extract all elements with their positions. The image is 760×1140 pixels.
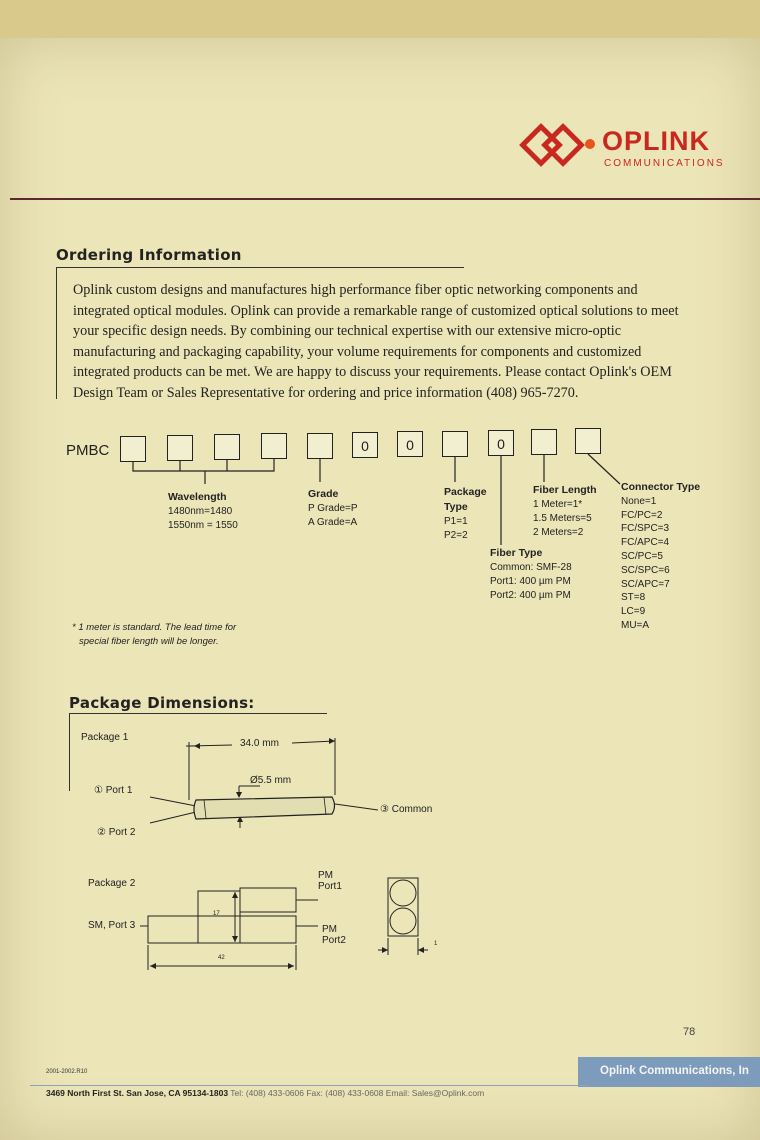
- fixed-digit-2: 0: [397, 431, 423, 457]
- package1-common: ③ Common: [380, 804, 433, 815]
- package2-sm-port3: SM, Port 3: [88, 920, 136, 931]
- package1-label: Package 1: [81, 732, 129, 743]
- fiber-type-digit: 0: [488, 430, 514, 456]
- connector-option-5: SC/PC=5: [621, 550, 663, 562]
- brand-name: OPLINK: [602, 126, 711, 156]
- ordering-title: Ordering Information: [56, 246, 242, 264]
- fiber-length-option-2: 1.5 Meters=5: [533, 513, 592, 524]
- grade-option-2: A Grade=A: [308, 517, 358, 528]
- footer-company: Oplink Communications, In: [600, 1065, 749, 1077]
- package2-width-label: 1: [434, 941, 438, 947]
- package1-length: 34.0 mm: [240, 738, 279, 749]
- connector-option-6: SC/SPC=6: [621, 564, 670, 576]
- connector-option-7: SC/APC=7: [621, 578, 670, 590]
- package1-port1: ① Port 1: [94, 785, 133, 796]
- package-type-title-2: Type: [444, 501, 468, 513]
- connector-option-9: LC=9: [621, 606, 646, 618]
- package1-diameter: Ø5.5 mm: [250, 775, 292, 786]
- connector-type-title: Connector Type: [621, 481, 701, 493]
- pm-port2-line-1: PM: [322, 924, 337, 935]
- connector-option-4: FC/APC=4: [621, 537, 670, 549]
- fiber-length-option-1: 1 Meter=1*: [533, 499, 583, 510]
- grade-title: Grade: [308, 488, 339, 500]
- package2-pm-port1: [318, 870, 342, 892]
- package2-pm-port2: [322, 924, 346, 946]
- pm-port2-line-2: Port2: [322, 935, 346, 946]
- fiber-type-option-1: Common: SMF-28: [490, 562, 572, 573]
- package-type-option-1: P1=1: [444, 516, 468, 527]
- footnote-line-1: * 1 meter is standard. The lead time for: [72, 622, 237, 633]
- pm-port1-line-1: PM: [318, 870, 333, 881]
- connector-option-2: FC/PC=2: [621, 509, 663, 521]
- part-code-prefix: PMBC: [66, 442, 110, 459]
- package2-height-label: 17: [213, 911, 220, 917]
- pm-port1-line-2: Port1: [318, 881, 342, 892]
- wavelength-title: Wavelength: [168, 491, 227, 503]
- footer-tel: Tel: (408) 433-0606: [230, 1088, 304, 1098]
- fiber-type-option-3: Port2: 400 µm PM: [490, 590, 571, 601]
- package1-port2: ② Port 2: [97, 827, 136, 838]
- package2-length-label: 42: [218, 955, 225, 961]
- package-type-option-2: P2=2: [444, 530, 468, 541]
- connector-option-3: FC/SPC=3: [621, 523, 670, 535]
- ordering-paragraph: Oplink custom designs and manufactures high performance fiber optic networking components and integrated optical modules. Oplink can provide a remarkable range of customized optical solutions to meet your specific design needs. By combining our technical expertise with our extensive micro-optic manufacturing and packaging capability, your volume requirements for components and customized integrated products can be met. We are happy to discuss your requirements. Please contact Oplink's OEM Design Team or Sales Representative for ordering and price information (408) 965-7270.: [73, 282, 679, 401]
- footer-email: Email: Sales@Oplink.com: [385, 1088, 485, 1098]
- fiber-type-title: Fiber Type: [490, 547, 543, 559]
- wavelength-option-1: 1480nm=1480: [168, 506, 233, 517]
- package-type-title-1: Package: [444, 486, 487, 498]
- dimensions-title: Package Dimensions:: [69, 694, 255, 712]
- connector-option-1: None=1: [621, 495, 657, 507]
- grade-option-1: P Grade=P: [308, 503, 358, 514]
- fiber-length-option-3: 2 Meters=2: [533, 527, 584, 538]
- fiber-length-title: Fiber Length: [533, 484, 597, 496]
- footnote-line-2: special fiber length will be longer.: [79, 636, 219, 647]
- brand-subtitle: COMMUNICATIONS: [604, 158, 725, 169]
- footer-fax: Fax: (408) 433-0608: [306, 1088, 384, 1098]
- footer-contact: [46, 1088, 484, 1098]
- fiber-type-option-2: Port1: 400 µm PM: [490, 576, 571, 587]
- footer-rule: [30, 1085, 590, 1086]
- footer-address: 3469 North First St. San Jose, CA 95134-1803: [46, 1088, 229, 1098]
- connector-option-10: MU=A: [621, 619, 650, 631]
- wavelength-option-2: 1550nm = 1550: [168, 520, 238, 531]
- page-number: 78: [683, 1026, 696, 1038]
- package2-label: Package 2: [88, 878, 136, 889]
- doc-code: 2001-2002.R10: [46, 1069, 88, 1075]
- fixed-digit-1: 0: [352, 432, 378, 458]
- connector-option-8: ST=8: [621, 592, 646, 604]
